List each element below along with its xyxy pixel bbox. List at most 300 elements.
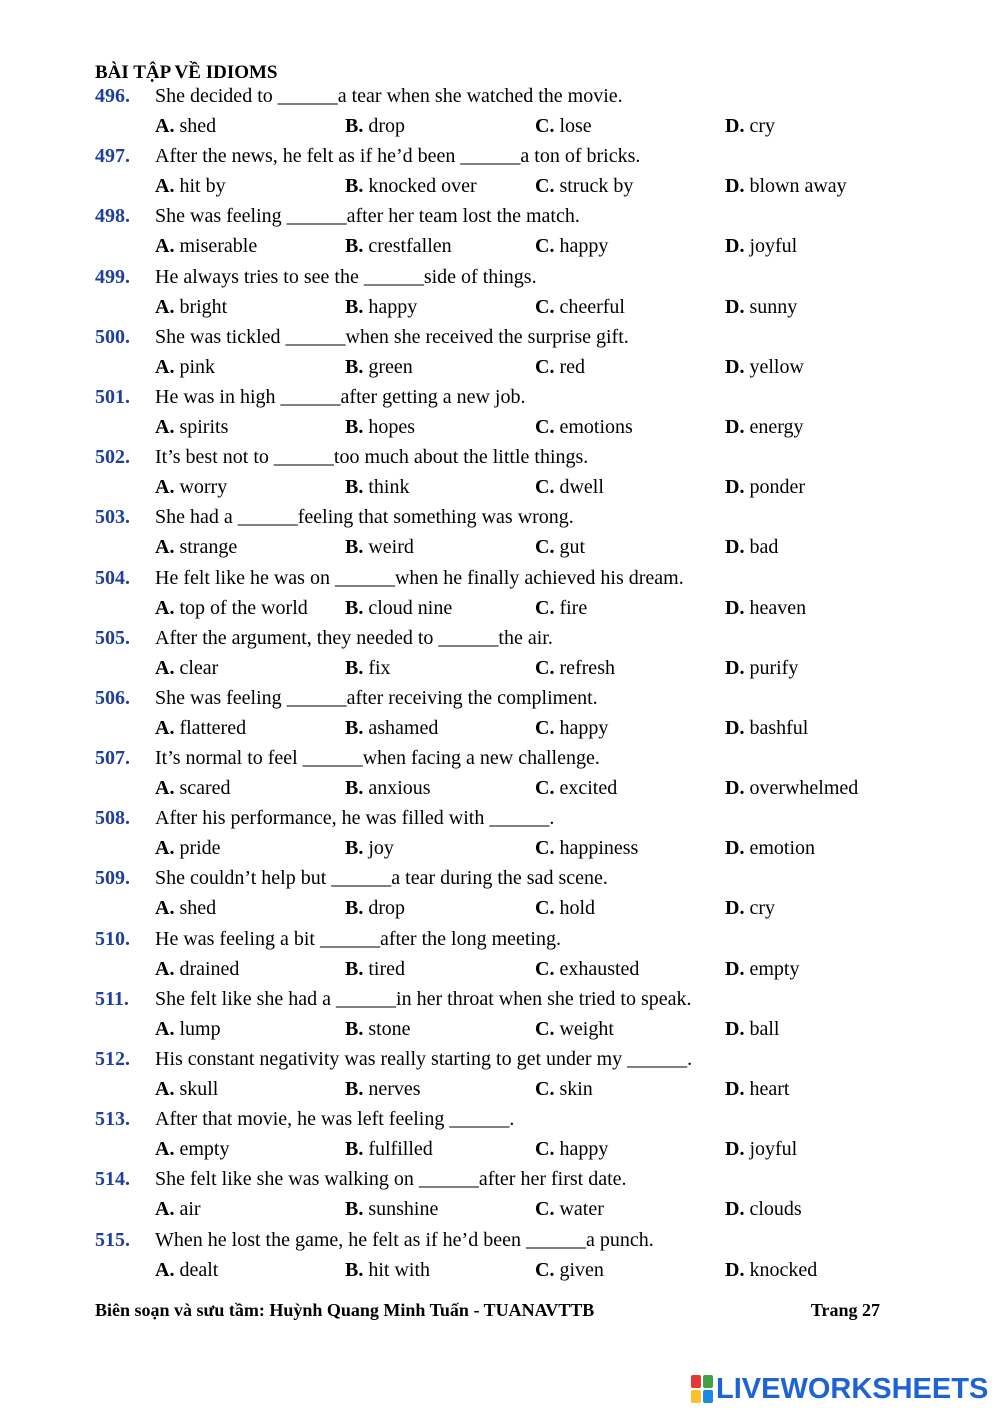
- answer-option-b[interactable]: [345, 294, 417, 320]
- option-text: joyful: [749, 235, 798, 258]
- option-text: empty: [179, 1138, 230, 1161]
- option-text: weird: [368, 536, 414, 559]
- option-letter: C.: [535, 1017, 555, 1040]
- option-text: water: [559, 1198, 604, 1221]
- question-stem: She was feeling ______after receiving the compliment.: [155, 686, 598, 709]
- option-text: emotion: [749, 837, 815, 860]
- option-letter: C.: [535, 355, 555, 378]
- answer-option-b[interactable]: [345, 113, 405, 139]
- question-stem: After the argument, they needed to ______the air.: [155, 626, 553, 649]
- answer-option-c[interactable]: [535, 233, 608, 259]
- option-text: sunny: [749, 295, 798, 318]
- option-text: drained: [179, 957, 240, 980]
- option-text: cheerful: [559, 295, 625, 318]
- answer-option-d[interactable]: [725, 835, 815, 861]
- option-text: yellow: [749, 355, 804, 378]
- question-number: 515.: [95, 1228, 130, 1251]
- option-letter: A.: [155, 716, 175, 739]
- option-text: struck by: [559, 175, 634, 198]
- option-letter: C.: [535, 415, 555, 438]
- answer-option-a[interactable]: [155, 1016, 221, 1042]
- answer-option-b[interactable]: [345, 1016, 411, 1042]
- question-number: 514.: [95, 1168, 130, 1191]
- question-item: [95, 1166, 975, 1226]
- question-stem: She was tickled ______when she received the surprise gift.: [155, 325, 629, 348]
- option-text: overwhelmed: [749, 777, 859, 800]
- option-text: gut: [559, 536, 586, 559]
- option-text: tired: [368, 957, 405, 980]
- answer-option-a[interactable]: [155, 1076, 218, 1102]
- option-text: skin: [559, 1078, 593, 1100]
- option-letter: B.: [345, 957, 364, 980]
- option-letter: C.: [535, 175, 555, 198]
- option-text: pride: [179, 837, 221, 860]
- option-letter: B.: [345, 1258, 364, 1281]
- liveworksheets-logo-icon: [691, 1375, 713, 1403]
- answer-options: [95, 895, 975, 925]
- answer-option-d[interactable]: [725, 1196, 802, 1222]
- option-letter: B.: [345, 897, 364, 920]
- answer-option-b[interactable]: [345, 354, 413, 380]
- option-letter: D.: [725, 1078, 745, 1100]
- logo-square-red: [691, 1375, 701, 1388]
- option-text: pink: [179, 355, 216, 378]
- option-letter: A.: [155, 596, 175, 619]
- option-text: ponder: [749, 476, 805, 499]
- question-stem-row: [95, 865, 975, 895]
- answer-options: [95, 715, 975, 745]
- answer-options: [95, 113, 975, 143]
- option-text: drop: [368, 115, 406, 137]
- question-item: [95, 504, 975, 564]
- option-text: spirits: [179, 415, 229, 438]
- answer-option-c[interactable]: [535, 113, 592, 139]
- question-stem: She was feeling ______after her team lost the match.: [155, 205, 580, 228]
- answer-option-b[interactable]: [345, 595, 452, 621]
- question-number: 500.: [95, 325, 130, 348]
- option-text: shed: [179, 897, 217, 920]
- option-letter: B.: [345, 596, 364, 619]
- answer-option-d[interactable]: [725, 1257, 817, 1283]
- answer-option-d[interactable]: [725, 655, 798, 681]
- answer-option-d[interactable]: [725, 956, 799, 982]
- question-stem-row: [95, 745, 975, 775]
- answer-option-c[interactable]: [535, 1196, 604, 1222]
- option-letter: D.: [725, 355, 745, 378]
- question-stem: He always tries to see the ______side of things.: [155, 265, 537, 288]
- option-letter: B.: [345, 1138, 364, 1161]
- question-item: [95, 324, 975, 384]
- option-text: happy: [559, 235, 609, 258]
- option-text: nerves: [368, 1078, 421, 1100]
- page-number: Trang 27: [810, 1300, 880, 1320]
- option-text: cry: [749, 897, 775, 920]
- answer-option-b[interactable]: [345, 775, 431, 801]
- option-letter: C.: [535, 1198, 555, 1221]
- option-text: empty: [749, 957, 800, 980]
- option-letter: C.: [535, 1258, 555, 1281]
- option-text: refresh: [559, 656, 615, 679]
- option-letter: B.: [345, 355, 364, 378]
- answer-option-a[interactable]: [155, 294, 227, 320]
- answer-option-d[interactable]: [725, 113, 775, 139]
- question-number: 504.: [95, 566, 130, 589]
- answer-options: [95, 1257, 975, 1287]
- option-letter: C.: [535, 716, 555, 739]
- question-stem: He felt like he was on ______when he finally achieved his dream.: [155, 566, 684, 589]
- option-text: exhausted: [559, 957, 640, 980]
- option-text: energy: [749, 415, 804, 438]
- answer-option-a[interactable]: [155, 895, 216, 921]
- question-list: [95, 83, 975, 1287]
- question-stem: She decided to ______a tear when she watched the movie.: [155, 85, 623, 107]
- answer-option-c[interactable]: [535, 595, 587, 621]
- option-letter: D.: [725, 777, 745, 800]
- answer-option-c[interactable]: [535, 775, 617, 801]
- answer-option-b[interactable]: [345, 1136, 433, 1162]
- option-text: fix: [368, 656, 391, 679]
- option-letter: D.: [725, 1017, 745, 1040]
- answer-option-a[interactable]: [155, 474, 227, 500]
- logo-square-green: [703, 1375, 713, 1388]
- question-stem: After that movie, he was left feeling ______.: [155, 1108, 515, 1131]
- option-letter: D.: [725, 115, 745, 137]
- option-text: bashful: [749, 716, 809, 739]
- option-text: dealt: [179, 1258, 219, 1281]
- answer-option-d[interactable]: [725, 414, 804, 440]
- option-text: blown away: [749, 175, 847, 198]
- option-letter: B.: [345, 777, 364, 800]
- option-text: cloud nine: [368, 596, 453, 619]
- option-letter: D.: [725, 1198, 745, 1221]
- question-number: 506.: [95, 686, 130, 709]
- option-letter: C.: [535, 897, 555, 920]
- answer-option-c[interactable]: [535, 414, 633, 440]
- option-letter: B.: [345, 656, 364, 679]
- question-stem-row: [95, 625, 975, 655]
- answer-option-d[interactable]: [725, 233, 797, 259]
- option-text: anxious: [368, 777, 431, 800]
- question-stem-row: [95, 444, 975, 474]
- answer-option-d[interactable]: [725, 173, 847, 199]
- answer-option-a[interactable]: [155, 775, 231, 801]
- question-item: [95, 926, 975, 986]
- answer-option-c[interactable]: [535, 534, 585, 560]
- answer-option-c[interactable]: [535, 1016, 614, 1042]
- question-number: 511.: [95, 987, 129, 1010]
- answer-options: [95, 655, 975, 685]
- answer-option-c[interactable]: [535, 354, 585, 380]
- answer-option-d[interactable]: [725, 1016, 779, 1042]
- question-number: 499.: [95, 265, 130, 288]
- answer-option-a[interactable]: [155, 113, 216, 139]
- option-letter: C.: [535, 235, 555, 258]
- logo-square-yellow: [691, 1390, 701, 1403]
- question-stem-row: [95, 926, 975, 956]
- answer-option-a[interactable]: [155, 534, 237, 560]
- option-letter: A.: [155, 1138, 175, 1161]
- question-item: [95, 865, 975, 925]
- question-number: 505.: [95, 626, 130, 649]
- option-text: lose: [559, 115, 592, 137]
- option-text: drop: [368, 897, 406, 920]
- liveworksheets-logo[interactable]: [691, 1373, 988, 1405]
- question-item: [95, 264, 975, 324]
- footer-credit: Biên soạn và sưu tầm: Huỳnh Quang Minh Tuấn - TUANAVTTB: [95, 1300, 595, 1320]
- answer-option-b[interactable]: [345, 1257, 430, 1283]
- option-letter: A.: [155, 1258, 175, 1281]
- answer-option-c[interactable]: [535, 1076, 593, 1102]
- option-letter: C.: [535, 957, 555, 980]
- option-letter: B.: [345, 115, 364, 137]
- question-stem-row: [95, 143, 975, 173]
- answer-option-d[interactable]: [725, 474, 805, 500]
- option-letter: A.: [155, 1078, 175, 1100]
- answer-options: [95, 474, 975, 504]
- answer-option-a[interactable]: [155, 835, 221, 861]
- option-letter: D.: [725, 295, 745, 318]
- option-text: purify: [749, 656, 799, 679]
- question-stem: She felt like she was walking on ______after her first date.: [155, 1168, 627, 1191]
- question-number: 512.: [95, 1048, 130, 1070]
- answer-option-d[interactable]: [725, 715, 808, 741]
- answer-option-c[interactable]: [535, 474, 604, 500]
- worksheet-title: BÀI TẬP VỀ IDIOMS: [95, 62, 278, 83]
- question-item: [95, 83, 975, 143]
- answer-option-a[interactable]: [155, 354, 215, 380]
- question-number: 496.: [95, 85, 130, 107]
- question-number: 502.: [95, 446, 130, 469]
- answer-options: [95, 233, 975, 263]
- question-stem: When he lost the game, he felt as if he’d been ______a punch.: [155, 1228, 654, 1251]
- answer-option-b[interactable]: [345, 414, 415, 440]
- answer-option-c[interactable]: [535, 956, 639, 982]
- answer-option-b[interactable]: [345, 1196, 438, 1222]
- option-letter: B.: [345, 476, 364, 499]
- question-item: [95, 384, 975, 444]
- question-stem: He was feeling a bit ______after the long meeting.: [155, 927, 561, 950]
- answer-option-a[interactable]: [155, 956, 239, 982]
- question-item: [95, 203, 975, 263]
- answer-option-c[interactable]: [535, 294, 625, 320]
- option-text: hopes: [368, 415, 416, 438]
- option-text: red: [559, 355, 585, 378]
- answer-option-b[interactable]: [345, 1076, 421, 1102]
- option-letter: A.: [155, 777, 175, 800]
- answer-options: [95, 775, 975, 805]
- question-stem-row: [95, 565, 975, 595]
- answer-option-b[interactable]: [345, 534, 414, 560]
- question-stem-row: [95, 805, 975, 835]
- answer-option-b[interactable]: [345, 895, 405, 921]
- question-stem: She felt like she had a ______in her throat when she tried to speak.: [155, 987, 692, 1010]
- question-number: 510.: [95, 927, 130, 950]
- answer-options: [95, 1136, 975, 1166]
- option-letter: B.: [345, 716, 364, 739]
- option-letter: B.: [345, 415, 364, 438]
- option-letter: A.: [155, 115, 175, 137]
- question-stem-row: [95, 83, 975, 113]
- answer-option-b[interactable]: [345, 655, 391, 681]
- logo-text: LIVEWORKSHEETS: [716, 1373, 989, 1405]
- option-text: green: [368, 355, 413, 378]
- option-text: sunshine: [368, 1198, 439, 1221]
- option-text: ashamed: [368, 716, 439, 739]
- option-text: hit with: [368, 1258, 431, 1281]
- question-number: 497.: [95, 145, 130, 168]
- question-item: [95, 565, 975, 625]
- option-text: top of the world: [179, 596, 308, 619]
- option-letter: D.: [725, 837, 745, 860]
- option-letter: B.: [345, 235, 364, 258]
- question-item: [95, 143, 975, 203]
- answer-option-a[interactable]: [155, 173, 226, 199]
- question-item: [95, 745, 975, 805]
- option-text: ball: [749, 1017, 780, 1040]
- option-letter: B.: [345, 1198, 364, 1221]
- option-letter: A.: [155, 656, 175, 679]
- answer-options: [95, 595, 975, 625]
- answer-option-d[interactable]: [725, 1136, 797, 1162]
- answer-option-b[interactable]: [345, 715, 438, 741]
- answer-options: [95, 956, 975, 986]
- answer-option-c[interactable]: [535, 655, 615, 681]
- option-letter: A.: [155, 536, 175, 559]
- option-letter: C.: [535, 536, 555, 559]
- answer-option-a[interactable]: [155, 715, 246, 741]
- question-stem-row: [95, 324, 975, 354]
- footer: [95, 1299, 880, 1321]
- answer-option-c[interactable]: [535, 1136, 608, 1162]
- question-stem-row: [95, 1106, 975, 1136]
- question-number: 501.: [95, 385, 130, 408]
- answer-option-b[interactable]: [345, 474, 409, 500]
- option-letter: C.: [535, 656, 555, 679]
- option-text: miserable: [179, 235, 258, 258]
- answer-option-c[interactable]: [535, 715, 608, 741]
- option-text: knocked: [749, 1258, 818, 1281]
- option-letter: C.: [535, 837, 555, 860]
- option-letter: D.: [725, 235, 745, 258]
- option-text: shed: [179, 115, 217, 137]
- answer-option-c[interactable]: [535, 895, 595, 921]
- option-text: strange: [179, 536, 238, 559]
- option-text: crestfallen: [368, 235, 452, 258]
- answer-option-b[interactable]: [345, 956, 405, 982]
- question-number: 508.: [95, 807, 130, 830]
- option-text: heart: [749, 1078, 790, 1100]
- question-stem: After his performance, he was filled with ______.: [155, 807, 555, 830]
- option-letter: A.: [155, 175, 175, 198]
- option-text: stone: [368, 1017, 411, 1040]
- answer-options: [95, 1076, 975, 1106]
- option-text: happy: [559, 716, 609, 739]
- option-letter: A.: [155, 1198, 175, 1221]
- question-stem: He was in high ______after getting a new job.: [155, 385, 526, 408]
- option-text: fire: [559, 596, 588, 619]
- answer-option-d[interactable]: [725, 294, 797, 320]
- answer-options: [95, 534, 975, 564]
- option-text: bright: [179, 295, 228, 318]
- answer-options: [95, 354, 975, 384]
- option-letter: D.: [725, 716, 745, 739]
- question-stem-row: [95, 203, 975, 233]
- question-number: 498.: [95, 205, 130, 228]
- answer-options: [95, 1016, 975, 1046]
- answer-option-b[interactable]: [345, 835, 394, 861]
- option-letter: B.: [345, 175, 364, 198]
- answer-option-a[interactable]: [155, 655, 218, 681]
- answer-option-c[interactable]: [535, 173, 633, 199]
- option-text: weight: [559, 1017, 614, 1040]
- logo-square-blue: [703, 1390, 713, 1403]
- answer-options: [95, 835, 975, 865]
- question-number: 503.: [95, 506, 130, 529]
- answer-option-b[interactable]: [345, 233, 452, 259]
- option-text: happy: [368, 295, 418, 318]
- option-text: lump: [179, 1017, 221, 1040]
- option-letter: C.: [535, 115, 555, 137]
- option-text: scared: [179, 777, 231, 800]
- question-stem-row: [95, 504, 975, 534]
- answer-option-b[interactable]: [345, 173, 477, 199]
- question-number: 513.: [95, 1108, 130, 1131]
- question-item: [95, 1227, 975, 1287]
- option-text: think: [368, 476, 410, 499]
- option-text: joyful: [749, 1138, 798, 1161]
- option-text: hit by: [179, 175, 226, 198]
- question-item: [95, 805, 975, 865]
- answer-option-a[interactable]: [155, 595, 308, 621]
- question-stem-row: [95, 1046, 975, 1076]
- question-stem: She couldn’t help but ______a tear during the sad scene.: [155, 867, 608, 890]
- question-stem: It’s best not to ______too much about the little things.: [155, 446, 589, 469]
- option-letter: D.: [725, 656, 745, 679]
- answer-option-d[interactable]: [725, 534, 778, 560]
- question-item: [95, 986, 975, 1046]
- answer-option-a[interactable]: [155, 1196, 201, 1222]
- answer-option-a[interactable]: [155, 1136, 229, 1162]
- question-item: [95, 1106, 975, 1166]
- answer-option-d[interactable]: [725, 354, 804, 380]
- option-letter: D.: [725, 536, 745, 559]
- option-letter: C.: [535, 777, 555, 800]
- answer-options: [95, 173, 975, 203]
- answer-option-d[interactable]: [725, 595, 806, 621]
- answer-option-c[interactable]: [535, 835, 638, 861]
- option-letter: A.: [155, 235, 175, 258]
- option-letter: C.: [535, 1138, 555, 1161]
- question-stem-row: [95, 685, 975, 715]
- option-text: fulfilled: [368, 1138, 433, 1161]
- option-letter: D.: [725, 897, 745, 920]
- answer-option-d[interactable]: [725, 775, 858, 801]
- answer-option-a[interactable]: [155, 233, 257, 259]
- answer-option-c[interactable]: [535, 1257, 604, 1283]
- option-letter: B.: [345, 1078, 364, 1100]
- option-text: joy: [368, 837, 394, 860]
- answer-option-a[interactable]: [155, 1257, 218, 1283]
- answer-option-d[interactable]: [725, 895, 775, 921]
- option-text: happy: [559, 1138, 609, 1161]
- answer-option-d[interactable]: [725, 1076, 789, 1102]
- question-stem-row: [95, 1166, 975, 1196]
- answer-option-a[interactable]: [155, 414, 228, 440]
- question-stem-row: [95, 384, 975, 414]
- option-letter: D.: [725, 1138, 745, 1161]
- question-stem-row: [95, 986, 975, 1016]
- option-letter: B.: [345, 536, 364, 559]
